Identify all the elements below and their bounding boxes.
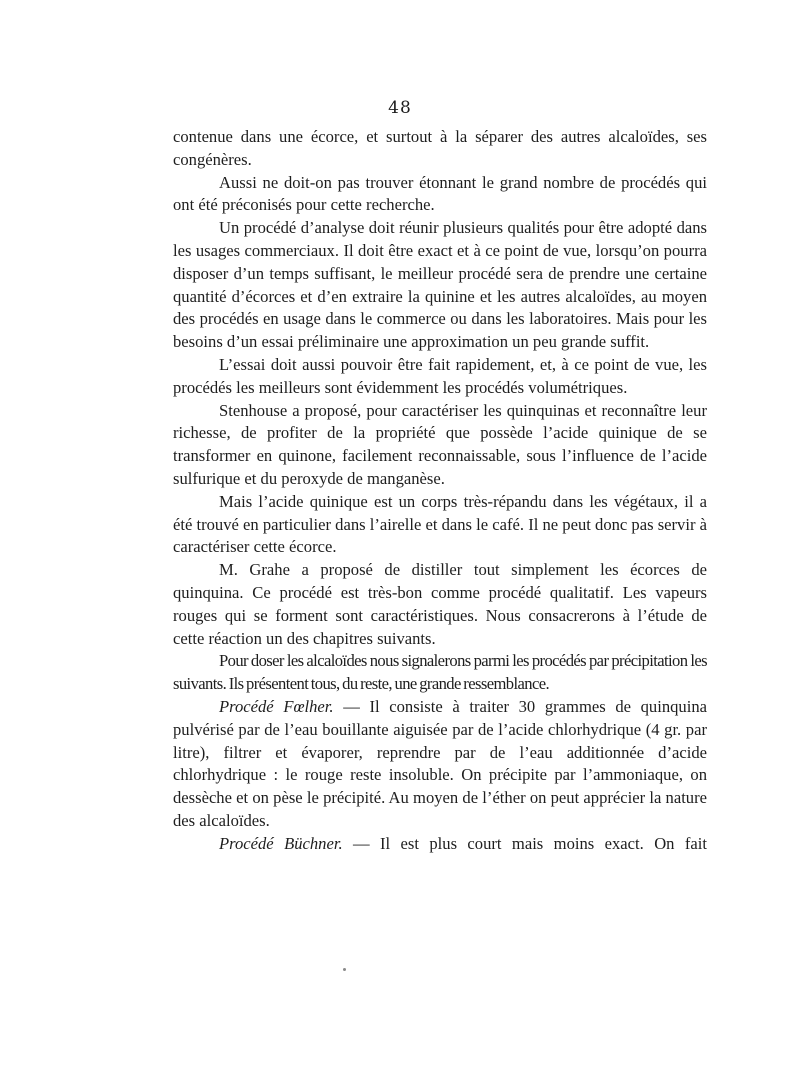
paragraph-7: [173, 559, 707, 650]
paragraph-text: L’essai doit aussi pouvoir être fait rapidement, et, à ce point de vue, les procédés les meilleurs sont évidemment les procédés volumétriques.: [173, 354, 707, 397]
paragraph-text: Mais l’acide quinique est un corps très-répandu dans les végétaux, il a été trouvé en particulier dans l’airelle et dans le café. Il ne peut donc pas servir à caractériser cette écorce.: [173, 491, 707, 557]
procedure-name: Procédé Büchner.: [219, 833, 343, 853]
body-text: [173, 126, 707, 856]
page-number: 48: [388, 98, 412, 118]
paragraph-3: [173, 217, 707, 354]
procedure-name: Procédé Fœlher.: [219, 696, 334, 716]
paragraph-1: [173, 126, 707, 172]
paragraph-text: — Il est plus court mais moins exact. On fait: [342, 833, 707, 853]
paragraph-5: [173, 400, 707, 491]
paragraph-10: [173, 833, 707, 856]
paragraph-text: M. Grahe a proposé de distiller tout simplement les écorces de quinquina. Ce procédé est très-bon comme procédé qualitatif. Les vapeurs rouges qui se forment sont caractéristiques. Nous consacrerons à l’étude de cette réaction un des chapitres suivants.: [173, 560, 707, 648]
paragraph-text: Aussi ne doit-on pas trouver étonnant le grand nombre de procédés qui ont été préconisés pour cette recherche.: [173, 172, 707, 215]
paragraph-text: Un procédé d’analyse doit réunir plusieurs qualités pour être adopté dans les usages commerciaux. Il doit être exact et à ce point de vue, lorsqu’on pourra disposer d’un temps suffisant, le meilleur procédé sera de prendre une certaine quantité d’écorces et d’en extraire la quinine et les autres alcaloïdes, au moyen des procédés en usage dans le commerce ou dans les laboratoires. Mais pour les besoins d’un essai préliminaire une approximation un peu grande suffit.: [173, 218, 707, 352]
paragraph-6: [173, 491, 707, 559]
paragraph-4: [173, 354, 707, 400]
paragraph-text: — Il consiste à traiter 30 grammes de quinquina pulvérisé par de l’eau bouillante aiguisée par de l’acide chlorhydrique (4 gr. par litre), filtrer et évaporer, reprendre par de l’eau additionnée d’acide chlorhydrique : le rouge reste insoluble. On précipite par l’ammoniaque, on dessèche et on pèse le précipité. Au moyen de l’éther on peut apprécier la nature des alcaloïdes.: [173, 696, 707, 830]
ink-speck: [343, 968, 346, 971]
paragraph-2: [173, 172, 707, 218]
paragraph-text: contenue dans une écorce, et surtout à la séparer des autres alcaloïdes, ses congénères.: [173, 127, 707, 169]
paragraph-8: [173, 650, 707, 696]
paragraph-9: [173, 696, 707, 833]
paragraph-text: Pour doser les alcaloïdes nous signalerons parmi les procédés par précipitation les suivants. Ils présentent tous, du reste, une grande ressemblance.: [173, 651, 707, 694]
paragraph-text: Stenhouse a proposé, pour caractériser les quinquinas et reconnaître leur richesse, de profiter de la propriété que possède l’acide quinique de se transformer en quinone, facilement reconnaissable, sous l’influence de l’acide sulfurique et du peroxyde de manganèse.: [173, 400, 707, 488]
